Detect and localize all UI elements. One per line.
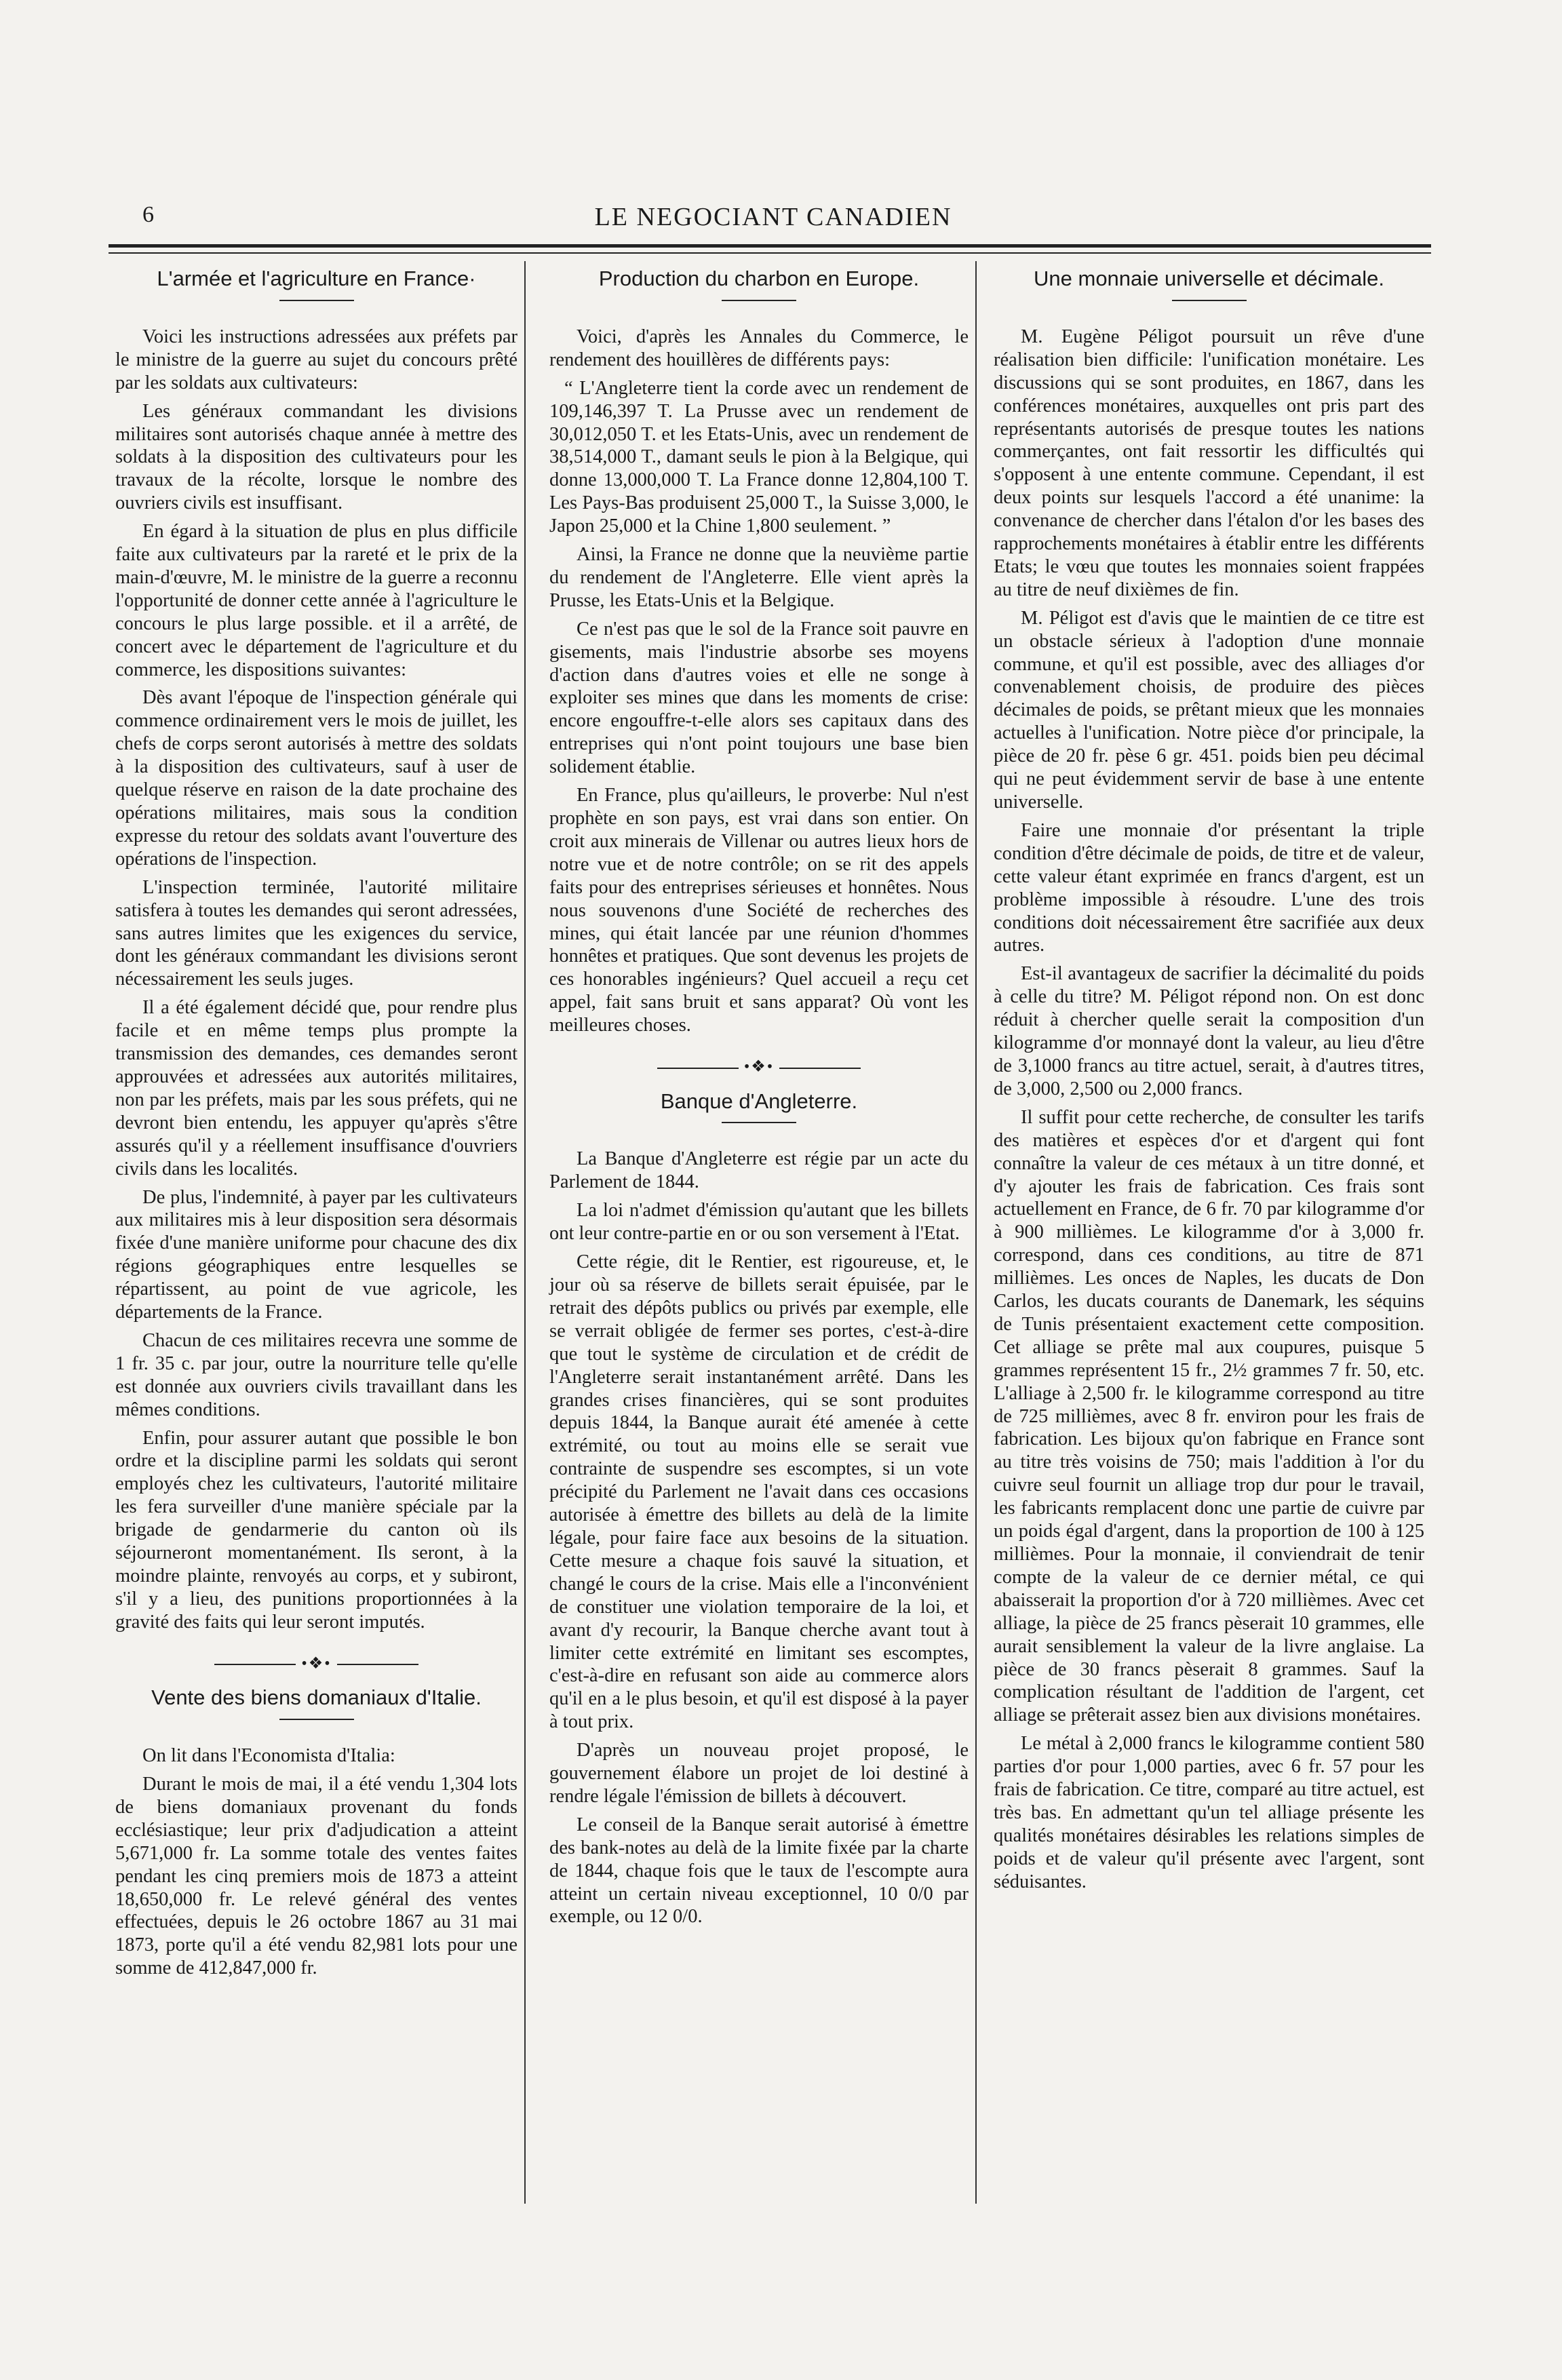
article-paragraph: Cette régie, dit le Rentier, est rigoureuse, et, le jour où sa réserve de billets serait épuisée, par le retrait des dépôts publics ou privés par exemple, elle se verrait obligée de fermer ses portes, c'est-à-dire que tout le système de circulation et de crédit de l'Angleterre serait instantanément arrêté. Dans les grandes crises financières, qui se sont produites depuis 1844, la Banque aurait été amenée à cette extrémité, ou tout au moins elle se serait vue contrainte de suspendre ses escomptes, si un vote précipité du Parlement ne l'avait dans ces occasions autorisée à émettre des billets au delà de la limite légale, pour faire face aux besoins de la situation. Cette mesure a chaque fois sauvé la situation, et changé le cours de la crise. Mais elle a l'inconvénient de constituer une violation temporaire de la loi, et avant d'y recourir, la Banque cherche avant tout à limiter cette extrémité en limitant ses escomptes, c'est-à-dire en refusant son aide au commerce alors qu'il en a le plus besoin, et qu'il est disposé à la payer à tout prix. [549,1251,969,1733]
article-headline-italy-sales: Vente des biens domaniaux d'Italie. [151,1685,482,1710]
headline-rule [722,300,796,301]
article-paragraph: Il a été également décidé que, pour rendre plus facile et en même temps plus prompte la transmission des demandes, ces demandes seront approuvées et adressées aux autorités militaires, non par les préfets, mais par les sous préfets, qui ne devront bien entendu, les appuyer qu'après s'être assurés qu'il y a réellement insuffisance d'ouvriers civils dans les localités. [115,997,518,1179]
article-headline-coal-production: Production du charbon en Europe. [598,267,920,290]
article-paragraph: Faire une monnaie d'or présentant la triple condition d'être décimale de poids, de titre et de valeur, cette valeur étant exprimée en francs d'argent, est un problème impossible à résoudre. L'une des trois conditions doit nécessairement être sacrifiée aux deux autres. [994,819,1424,956]
article-paragraph: Voici les instructions adressées aux préfets par le ministre de la guerre au sujet du concours prêté par les soldats aux cultivateurs: [115,326,518,393]
headline-rule [1172,300,1247,301]
article-paragraph: On lit dans l'Economista d'Italia: [142,1745,395,1767]
article-paragraph: Chacun de ces militaires recevra une somme de 1 fr. 35 c. par jour, outre la nourriture telle qu'elle est donnée aux ouvriers civils travaillant dans les mêmes conditions. [115,1329,518,1420]
article-paragraph: D'après un nouveau projet proposé, le gouvernement élabore un projet de loi destiné à rendre légale l'émission de billets à découvert. [549,1740,969,1807]
article-paragraph: Dès avant l'époque de l'inspection générale qui commence ordinairement vers le mois de juillet, les chefs de corps seront autorisés à mettre des soldats à la disposition des cultivateurs, sauf à user de quelque réserve en raison de la date prochaine des opérations militaires, mais sous la condition expresse du retour des soldats avant l'ouverture des opérations de l'inspection. [115,687,518,870]
header-rule-thin [109,252,1431,254]
headline-rule [722,1122,796,1123]
article-headline-army-agriculture: L'armée et l'agriculture en France· [157,267,476,290]
article-headline-universal-currency: Une monnaie universelle et décimale. [1034,267,1384,290]
section-divider-ornament: •❖• [549,1057,969,1077]
article-paragraph: Ainsi, la France ne donne que la neuvième partie du rendement de l'Angleterre. Elle vient après la Prusse, les Etats-Unis et la Belgique. [549,544,969,611]
page-number: 6 [142,202,154,227]
article-paragraph: Durant le mois de mai, il a été vendu 1,304 lots de biens domaniaux provenant du fonds ecclésiastique; leur prix d'adjudication a atteint 5,671,000 fr. La somme totale des ventes faites pendant les cinq premiers mois de 1873 a atteint 18,650,000 fr. Le relevé général des ventes effectuées, depuis le 26 octobre 1867 au 31 mai 1873, porte qu'il a été vendu 82,981 lots pour une somme de 412,847,000 fr. [115,1774,518,1979]
article-paragraph: Voici, d'après les Annales du Commerce, le rendement des houillères de différents pays: [549,326,969,370]
article-paragraph: L'inspection terminée, l'autorité militaire satisfera à toutes les demandes qui seront adressées, sans autres limites que les exigences du service, dont les généraux commandant les divisions seront nécessairement les seuls juges. [115,876,518,990]
headline-rule [279,1719,354,1720]
column-2 [543,261,977,2204]
article-paragraph: Enfin, pour assurer autant que possible le bon ordre et la discipline parmi les soldats qui seront employés chez les cultivateurs, l'autorité militaire les fera surveiller d'une manière spéciale par la brigade de gendarmerie du canton où ils séjourneront momentanément. Ils seront, à la moindre plainte, renvoyés au corps, et y subiront, s'il y a lieu, des punitions proportionnées à la gravité des faits qui leur seront imputés. [115,1427,518,1633]
article-paragraph: Le conseil de la Banque serait autorisé à émettre des bank-notes au delà de la limite fixée par la charte de 1844, chaque fois que le taux de l'escompte aura atteint un certain niveau exceptionnel, 10 0/0 par exemple, ou 12 0/0. [549,1814,969,1928]
article-paragraph: M. Eugène Péligot poursuit un rêve d'une réalisation bien difficile: l'unification monétaire. Les discussions qui se sont produites, en 1867, dans les conférences monétaires, auxquelles ont pris part des représentants autorisés de presque toutes les nations commerçantes, ont fait ressortir les difficultés qui s'opposent à une entente commune. Cependant, il est deux points sur lesquels l'accord a été unanime: la convenance de chercher dans l'étalon d'or les bases des rapprochements monétaires à établir entre les différents Etats; le vœu que toutes les monnaies soient frappées au titre de neuf dixièmes de fin. [994,326,1424,600]
page-header [109,202,1438,236]
article-paragraph: La loi n'admet d'émission qu'autant que les billets ont leur contre-partie en or ou son versement à l'Etat. [549,1200,969,1245]
column-3 [987,261,1431,2204]
article-paragraph: Il suffit pour cette recherche, de consulter les tarifs des matières et espèces d'or et d'argent qui font connaître la valeur de ces métaux à un titre donné, et d'y ajouter les frais de fabrication. Ces frais sont actuellement en France, de 6 fr. 70 par kilogramme d'or à 900 millièmes. Le kilogramme d'or à 3,000 fr. correspond, dans ces conditions, au titre de 871 millièmes. Les onces de Naples, les ducats de Don Carlos, les ducats courants de Danemark, les séquins de Tunis présentaient exactement cette composition. Cet alliage se prête mal aux coupures, puisque 5 grammes représentent 15 fr., 2½ grammes 7 fr. 50, etc. L'alliage à 2,500 fr. le kilogramme correspond au titre de 725 millièmes, avec 8 fr. environ pour les frais de fabrication. Les bijoux qu'on fabrique en France sont au titre très voisins de 750; mais l'addition à l'or du cuivre seul fournit un alliage trop dur pour le travail, les fabricants remplacent donc une partie de cuivre par un poids égal d'argent, dans la proportion de 100 à 125 millièmes. Pour la monnaie, il conviendrait de tenir compte de la valeur de ce dernier métal, ce qui abaisserait la proportion d'or à 720 millièmes. Avec cet alliage, la pièce de 25 francs pèserait 10 grammes, elle aurait sensiblement la valeur de la livre anglaise. La pièce de 30 francs pèserait 8 grammes. Sauf la complication résultant de l'addition de l'argent, cet alliage se prêterait assez bien aux divisions monétaires. [994,1106,1424,1726]
article-paragraph: M. Péligot est d'avis que le maintien de ce titre est un obstacle sérieux à l'adoption d'une monnaie commune, et qu'il est possible, avec des alliages d'or convenablement choisis, de produire des pièces décimales de poids, se prêtant mieux que les monnaies actuelles à l'unification. Notre pièce d'or principale, la pièce de 20 fr. pèse 6 gr. 451. poids bien peu décimal qui ne peut évidemment servir de base à une entente universelle. [994,607,1424,813]
article-paragraph: La Banque d'Angleterre est régie par un acte du Parlement de 1844. [549,1148,969,1193]
column-1 [109,261,526,2204]
article-paragraph: De plus, l'indemnité, à payer par les cultivateurs aux militaires mis à leur disposition sera désormais fixée d'une manière uniforme pour chacune des dix régions géographiques entre lesquelles se répartissent, au point de vue agricole, les départements de la France. [115,1186,518,1323]
article-paragraph: Est-il avantageux de sacrifier la décimalité du poids à celle du titre? M. Péligot répond non. On est donc réduit à chercher quelle serait la composition d'un kilogramme d'or monnayé dont la valeur, au lieu d'être de 3,1000 francs au titre actuel, serait, à d'autres titres, de 3,000, 2,500 ou 2,000 francs. [994,963,1424,1099]
article-paragraph: Ce n'est pas que le sol de la France soit pauvre en gisements, mais l'industrie absorbe ses moyens d'action dans d'autres voies et elle ne songe à exploiter ses mines que dans les moments de crise: encore engouffre-t-elle alors ses capitaux dans des entreprises qui n'ont point toujours une base bien solidement établie. [549,618,969,778]
article-paragraph: En égard à la situation de plus en plus difficile faite aux cultivateurs par la rareté et le prix de la main-d'œuvre, M. le ministre de la guerre a reconnu l'opportunité de donner cette année à l'agriculture le concours le plus large possible. et il a arrêté, de concert avec le département de l'agriculture et du commerce, les dispositions suivantes: [115,521,518,680]
headline-rule [279,300,354,301]
article-paragraph: Le métal à 2,000 francs le kilogramme contient 580 parties d'or pour 1,000 parties, avec 6 fr. 57 pour les frais de fabrication. Ce titre, comparé au titre actuel, est très bas. En admettant qu'un tel alliage présente les qualités monétaires désirables les relations simples de poids et de valeur qu'il présente avec l'argent, sont séduisantes. [994,1733,1424,1892]
header-rule-thick [109,244,1431,248]
article-paragraph: En France, plus qu'ailleurs, le proverbe: Nul n'est prophète en son pays, est vrai dans son entier. On croit aux minerais de Villenar ou autres lieux hors de notre vue et de notre contrôle; on se rit des appels faits pour des entreprises sérieuses et honnêtes. Nous nous souvenons d'une Société de recherches des mines, qui était lancée par une réunion d'hommes honnêtes et pratiques. Que sont devenus les projets de ces honorables ingénieurs? Quel accueil a reçu cet appel, fait sans bruit et sans apparat? Où vont les meilleures choses. [549,785,969,1036]
article-quote: “ L'Angleterre tient la corde avec un rendement de 109,146,397 T. La Prusse avec un rendement de 30,012,050 T. et les Etats-Unis, avec un rendement de 38,514,000 T., damant seuls le pion à la Belgique, qui donne 13,000,000 T. La France donne 12,804,100 T. Les Pays-Bas produisent 25,000 T., la Suisse 3,000, le Japon 25,000 et la Chine 1,800 seulement. ” [549,377,969,537]
section-divider-ornament: •❖• [115,1654,518,1674]
article-headline-bank-of-england: Banque d'Angleterre. [660,1089,858,1113]
article-paragraph: Les généraux commandant les divisions militaires sont autorisés chaque année à mettre des soldats à la disposition des cultivateurs pour les travaux de la récolte, lorsque le nombre des ouvriers civils est insuffisant. [115,400,518,514]
masthead: LE NEGOCIANT CANADIEN [594,203,952,231]
